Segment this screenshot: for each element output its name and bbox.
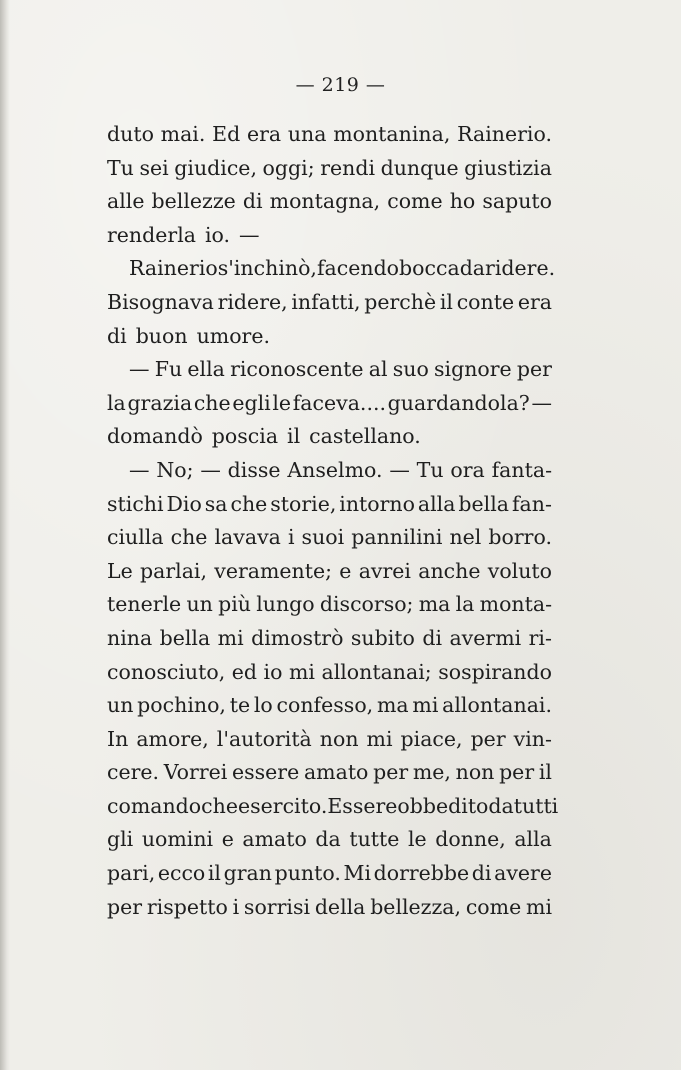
text-line: di buon umore.	[107, 323, 270, 348]
text-line: stichi Dio sa che storie, intorno alla bella fan-	[107, 491, 552, 516]
text-line: ciulla che lavava i suoi pannilini nel borro.	[107, 525, 552, 550]
page-number: — 219 —	[295, 74, 386, 96]
text-line: pari, ecco il gran punto. Mi dorrebbe di avere	[107, 861, 552, 886]
text-line: Bisognava ridere, infatti, perchè il conte era	[107, 289, 552, 314]
text-line: un pochino, te lo confesso, ma mi allontanai.	[107, 693, 552, 718]
text-line: renderla io. —	[107, 222, 260, 247]
text-line: domandò poscia il castellano.	[107, 424, 421, 449]
text-line: Le parlai, veramente; e avrei anche voluto	[107, 558, 552, 583]
text-line: comando che esercito. Essere obbedito da tutti	[107, 793, 559, 818]
text-line: In amore, l'autorità non mi piace, per vin-	[107, 726, 552, 751]
text-line: nina bella mi dimostrò subito di avermi ri-	[107, 625, 552, 650]
text-line: cere. Vorrei essere amato per me, non per il	[107, 760, 552, 785]
text-line: gli uomini e amato da tutte le donne, alla	[107, 827, 552, 852]
text-line: tenerle un più lungo discorso; ma la monta-	[107, 592, 552, 617]
text-line: — Fu ella riconoscente al suo signore per	[129, 357, 552, 382]
page-edge-shadow	[0, 0, 10, 1070]
text-line: Tu sei giudice, oggi; rendi dunque giustizia	[107, 155, 552, 180]
text-line: alle bellezze di montagna, come ho saputo	[107, 189, 552, 214]
text-line: — No; — disse Anselmo. — Tu ora fanta-	[129, 457, 552, 482]
text-line: duto mai. Ed era una montanina, Rainerio.	[107, 122, 552, 146]
text-line: per rispetto i sorrisi della bellezza, come mi	[107, 894, 552, 919]
text-line: Rainerio s'inchinò, facendo bocca da ridere.	[129, 256, 556, 281]
text-line: la grazia che egli le faceva.... guardandola? —	[107, 390, 552, 415]
body-text	[107, 118, 559, 924]
text-line: conosciuto, ed io mi allontanai; sospirando	[107, 659, 552, 684]
